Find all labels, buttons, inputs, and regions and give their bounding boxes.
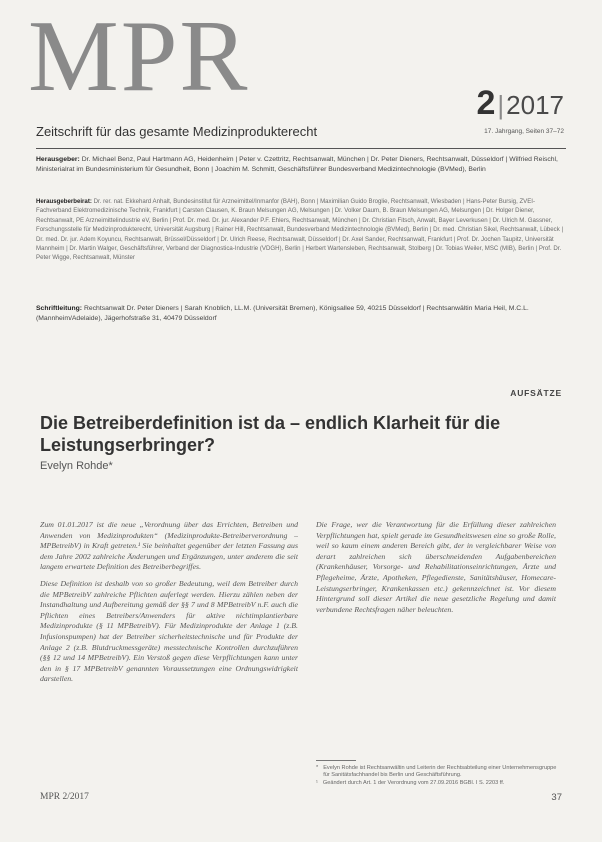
issue-label [476, 84, 564, 123]
footer-issue: MPR 2/2017 [40, 792, 89, 802]
editorial-block [36, 304, 566, 324]
editors-text: Dr. Michael Benz, Paul Hartmann AG, Heidenheim | Peter v. Czettritz, Rechtsanwalt, München | Dr. Peter Dieners, Rechtsanwalt, Düsseldorf | Wilfried Reischl, Ministerialrat im Bundesministerium für Gesundheit, Bonn | Joachim M. Schmitt, Geschäftsführer Bundesverband Medizintechnologie (BVMed), Berlin [36, 156, 558, 173]
issue-separator: | [497, 90, 505, 120]
article-author: Evelyn Rohde* [40, 460, 113, 472]
footnote-text: Geändert durch Art. 1 der Verordnung vom 27.09.2016 BGBl. I S. 2203 ff. [322, 780, 505, 786]
footnote-divider [316, 760, 356, 761]
article-title: Die Betreiberdefinition ist da – endlich Klarheit für die Leistungserbringer? [40, 413, 501, 455]
footnote [316, 780, 560, 787]
issue-year: 2017 [506, 90, 564, 120]
editorial-label: Schriftleitung: [36, 305, 83, 312]
divider [36, 148, 566, 149]
paragraph: Die Frage, wer die Verantwortung für die Erfüllung dieser zahlreichen Verpflichtungen hat, spielt gerade im Gesundheitswesen eine so große Rolle, weil so kaum einem anderen Bereich gibt, der in vergleichbarer Weise von derart zahlreichen sich überschneidenden Aufgabenbereichen (Krankenhäuser, Vorsorge- und Rehabilitationseinrichtungen, Ärzte und Pflegeheime, Ärzte, Apotheken, Pflegedienste, Sanitätshäuser, Homecare-Leistungserbringer, Krankenkassen etc.) gekennzeichnet ist. Vor diesem Hintergrund soll dieser Artikel die neue gesetzliche Regelung und damit verbundene Rechtsfragen näher beleuchten. [316, 520, 556, 614]
abstract-left-column [40, 520, 298, 776]
editors-block [36, 155, 566, 175]
footnote-mark: ¹ [316, 780, 318, 786]
journal-subtitle: Zeitschrift für das gesamte Medizinprodukterecht [36, 124, 318, 139]
journal-logo: MPR [28, 0, 250, 113]
paragraph: Zum 01.01.2017 ist die neue „Verordnung über das Errichten, Betreiben und Anwenden von Medizinprodukten“ (Medizinprodukte-Betreiberverordnung – MPBetreibV) in Kraft getreten.¹ Sie beinhaltet gegenüber der letzten Fassung aus dem Jahre 2002 zahlreiche Änderungen und Ergänzungen, unter anderem die seit langem erwartete Definition des Betreiberbegriffes. [40, 520, 298, 572]
advisory-block [36, 197, 566, 263]
advisory-text: Dr. rer. nat. Ekkehard Anhalt, Bundesinstitut für Arzneimittel/Inmanfor (BAH), Bonn | Maximilian Guido Broglie, Rechtsanwalt, Wiesbaden | Hans-Peter Bursig, ZVEI-Fachverband Elektromedizinische Technik, Frankfurt | Carsten Clausen, K. Braun Melsungen AG, Melsungen | Dr. Volker Daum, B. Braun Melsungen AG, Melsungen | Dr. Holger Diener, Rechtsanwalt, PE Arzneimittelindustrie eV, Berlin | Prof. Dr. med. Dr. jur. Alexander P.F. Ehlers, Rechtsanwalt, München | Dr. Christian Fitsch, Anwalt, Bayer Leverkusen | Dr. Ulrich M. Gassner, Forschungsstelle für Medizinprodukterecht, Universität Augsburg | Rainer Hill, Rechtsanwalt, Bundesverband Medizintechnologie (BVMed), Berlin | Dr. med. Christian Sikel, Rechtsanwalt, Lübeck | Dr. med. Dr. jur. Adem Koyuncu, Rechtsanwalt, Brüssel/Düsseldorf | Dr. Ulrich Reese, Rechtsanwalt, Düsseldorf | Dr. Axel Sander, Rechtsanwalt, Frankfurt | Prof. Dr. Jochen Taupitz, Universität Mannheim | Dr. Martin Walger, Geschäftsführer, Verband der Diagnostica-Industrie (VDGH), Berlin | Herbert Wartensleben, Rechtsanwalt, Stolberg | Dr. Tobias Weiler, MSC (MIB), Berlin | Prof. Dr. Peter Wigge, Rechtsanwalt, Münster [36, 198, 564, 262]
volume-pages: 17. Jahrgang, Seiten 37–72 [484, 128, 564, 135]
abstract-right-column [316, 520, 556, 682]
section-rubric: AUFSÄTZE [510, 388, 562, 398]
editorial-text: Rechtsanwalt Dr. Peter Dieners | Sarah Knoblich, LL.M. (Universität Bremen), Königsallee 59, 40215 Düsseldorf | Rechtsanwältin Maria Heil, M.C.L. (Mannheim/Adelaide), Jägerhofstraße 31, 40479 Düsseldorf [36, 305, 529, 322]
advisory-label: Herausgeberbeirat: [36, 198, 92, 205]
paragraph: Diese Definition ist deshalb von so großer Bedeutung, weil dem Betreiber durch die MPBetreibV zahlreiche Pflichten auferlegt werden. Hierzu zählen neben der Instandhaltung und Aufbereitung gemäß der §§ 7 und 8 MPBetreibV n.F. auch die Pflichten eines Betreibers/Anwenders für aktive nichtimplantierbare Medizinprodukte (§ 11 MPBetreibV). Für Medizinprodukte der Anlage 1 (z.B. Infusionspumpen) hat der Betreiber sicherheitstechnische und für Produkte der Anlage 2 (z.B. Blutdruckmessgeräte) messtechnische Kontrollen durchzuführen (§§ 12 und 14 MPBetreibV). Ein Verstoß gegen diese Verpflichtungen kann unter den in § 17 MPBetreibV genannten Voraussetzungen eine Ordnungswidrigkeit darstellen. [40, 578, 298, 684]
footnote-text: Evelyn Rohde ist Rechtsanwältin und Leiterin der Rechtsabteilung einer Unternehmensgruppe für Sanitätsfachhandel bis Berlin und Geschäftsführung. [323, 765, 557, 778]
footnote-mark: * [316, 765, 319, 771]
editors-label: Herausgeber: [36, 156, 80, 163]
footnote [316, 765, 560, 779]
issue-number: 2 [476, 84, 496, 122]
page-number: 37 [551, 792, 562, 803]
